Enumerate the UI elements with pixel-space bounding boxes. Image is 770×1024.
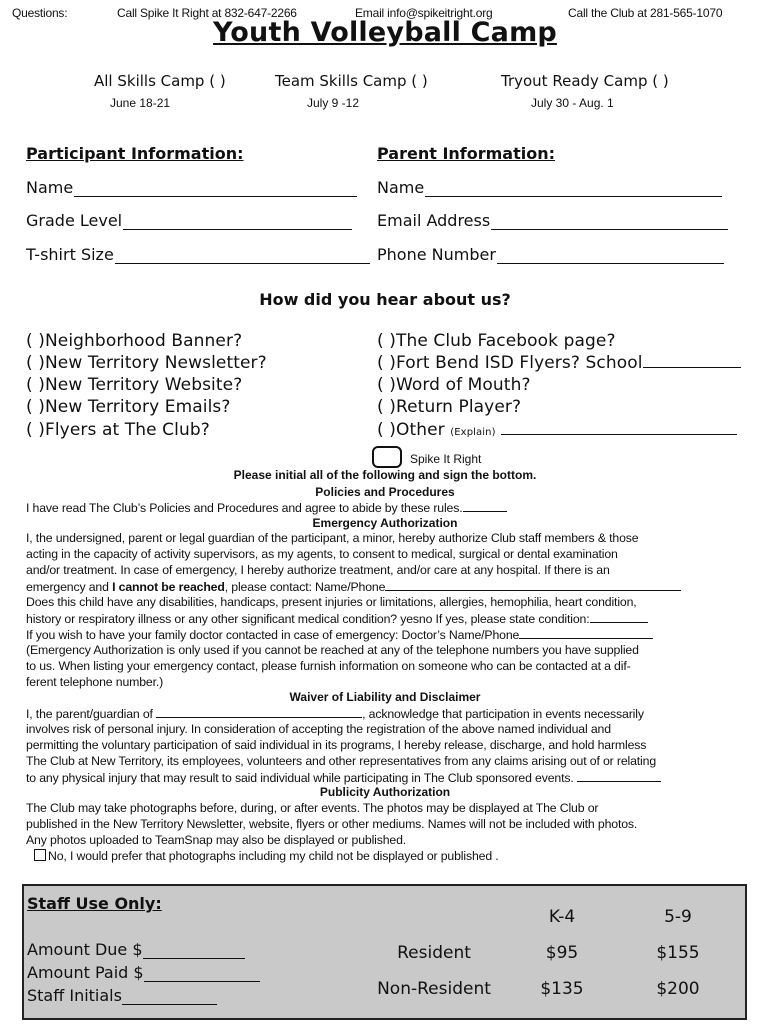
participant-name-field[interactable] — [26, 178, 357, 197]
publicity-line-3: Any photos uploaded to TeamSnap may also be displayed or published. — [26, 833, 407, 847]
email-contact: Email info@spikeitright.org — [355, 6, 493, 20]
resident-k4-price: $95 — [545, 943, 579, 963]
emergency-line-4-post: , please contact: Name/Phone — [224, 580, 386, 594]
non-resident-k4-price: $135 — [540, 979, 584, 999]
club-phone: Call the Club at 281-565-1070 — [568, 6, 723, 20]
tshirt-size-field[interactable] — [26, 245, 370, 264]
emergency-line-6 — [26, 611, 648, 628]
doctor-contact-line[interactable] — [519, 627, 653, 639]
other-explain-line[interactable] — [501, 420, 737, 435]
spike-phone: Call Spike It Right at 832-647-2266 — [117, 6, 297, 20]
phone-number-label: Phone Number — [377, 245, 496, 264]
publicity-line-2: published in the New Territory Newsletter, website, flyers or other mediums. Names will not be included with photos. — [26, 817, 638, 831]
non-resident-label: Non-Resident — [377, 979, 491, 999]
resident-5-9-price: $155 — [656, 943, 700, 963]
optout-label: No, I would prefer that photographs including my child not be displayed or published . — [48, 849, 499, 863]
grade-level-line[interactable] — [123, 215, 352, 230]
phone-number-field[interactable] — [377, 245, 724, 264]
publicity-heading: Publicity Authorization — [319, 785, 451, 799]
option-other[interactable] — [377, 420, 737, 440]
amount-paid-label: Amount Paid $ — [27, 963, 144, 982]
option-return-player[interactable]: ( )Return Player? — [377, 397, 522, 417]
emergency-cannot-reach: I cannot be reached — [112, 580, 225, 594]
condition-line[interactable] — [590, 611, 648, 623]
col-5-9: 5-9 — [664, 907, 692, 927]
policies-text — [26, 500, 507, 517]
tshirt-size-line[interactable] — [115, 249, 370, 264]
policies-initial-line[interactable] — [463, 500, 507, 512]
option-website[interactable]: ( )New Territory Website? — [26, 375, 243, 395]
option-newsletter[interactable]: ( )New Territory Newsletter? — [26, 353, 267, 373]
school-line[interactable] — [643, 353, 741, 368]
publicity-line-1: The Club may take photographs before, during, or after events. The photos may be displayed at The Club or — [26, 801, 599, 815]
waiver-line-2: involves risk of personal injury. In consideration of accepting the registration of the above named individual and — [26, 722, 611, 736]
email-address-label: Email Address — [377, 211, 491, 230]
waiver-line-1-post: , acknowledge that participation in events necessarily — [362, 707, 644, 721]
participant-name-label: Name — [26, 178, 74, 197]
email-address-field[interactable] — [377, 211, 728, 230]
option-emails[interactable]: ( )New Territory Emails? — [26, 397, 231, 417]
emergency-line-3: and/or treatment. In case of emergency, I hereby authorize treatment, and/or care at any hospital. If there is an — [26, 563, 610, 577]
phone-number-line[interactable] — [497, 249, 724, 264]
staff-initials-line[interactable] — [122, 990, 217, 1005]
doctor-contact-label: If you wish to have your family doctor contacted in case of emergency: Doctor’s Name/Phone — [26, 628, 520, 642]
staff-initials-field[interactable] — [27, 986, 217, 1005]
waiver-line-1-pre: I, the parent/guardian of — [26, 707, 157, 721]
initial-instructions: Please initial all of the following and sign the bottom. — [233, 468, 537, 482]
parent-heading: Parent Information: — [377, 144, 556, 163]
emergency-note-2: to us. When listing your emergency contact, please furnish information on someone who can be contacted at a dif- — [26, 659, 631, 673]
amount-due-label: Amount Due $ — [27, 940, 143, 959]
amount-due-line[interactable] — [143, 944, 245, 959]
waiver-line-1 — [26, 706, 644, 723]
policies-heading: Policies and Procedures — [315, 485, 455, 499]
waiver-heading: Waiver of Liability and Disclaimer — [289, 690, 481, 704]
grade-level-label: Grade Level — [26, 211, 123, 230]
explain-label: (Explain) — [450, 427, 496, 438]
policies-statement: I have read The Club’s Policies and Procedures and agree to abide by these rules. — [26, 501, 463, 515]
publicity-optout[interactable] — [34, 849, 499, 865]
participant-heading: Participant Information: — [26, 144, 244, 163]
email-address-line[interactable] — [491, 215, 728, 230]
optout-checkbox[interactable] — [34, 849, 46, 861]
grade-level-field[interactable] — [26, 211, 352, 230]
emergency-contact-line[interactable] — [385, 579, 681, 591]
emergency-note-3: ferent telephone number.) — [26, 675, 164, 689]
camp-all-skills[interactable]: All Skills Camp ( ) — [94, 72, 226, 90]
camp-date-team-skills: July 9 -12 — [307, 96, 360, 110]
emergency-line-4 — [26, 579, 681, 596]
option-other-label: ( )Other — [377, 420, 445, 440]
amount-paid-field[interactable] — [27, 963, 260, 982]
emergency-line-2: acting in the capacity of activity supervisors, as my agents, to consent to medical, surgical or dental examination — [26, 547, 618, 561]
emergency-line-1: I, the undersigned, parent or legal guardian of the participant, a minor, hereby authorize Club staff members & those — [26, 531, 639, 545]
option-fbisd-flyers[interactable] — [377, 353, 741, 373]
amount-due-field[interactable] — [27, 940, 245, 959]
option-word-of-mouth[interactable]: ( )Word of Mouth? — [377, 375, 531, 395]
parent-name-line[interactable] — [425, 182, 722, 197]
waiver-initial-line[interactable] — [577, 770, 661, 782]
waiver-last-line: to any physical injury that may result to said individual while participating in The Club sponsored events. — [26, 771, 574, 785]
tshirt-size-label: T-shirt Size — [26, 245, 114, 264]
camp-team-skills[interactable]: Team Skills Camp ( ) — [275, 72, 428, 90]
non-resident-5-9-price: $200 — [656, 979, 700, 999]
emergency-line-4-pre: emergency and — [26, 580, 113, 594]
amount-paid-line[interactable] — [144, 967, 260, 982]
camp-tryout-ready[interactable]: Tryout Ready Camp ( ) — [501, 72, 669, 90]
questions-label: Questions: — [12, 6, 68, 20]
col-k4: K-4 — [548, 907, 576, 927]
parent-name-label: Name — [377, 178, 425, 197]
camp-date-tryout-ready: July 30 - Aug. 1 — [531, 96, 614, 110]
participant-name-line[interactable] — [74, 182, 357, 197]
waiver-line-4: The Club at New Territory, its employees, volunteers and other representatives from any claims arising out of or relating — [26, 754, 657, 768]
emergency-line-5: Does this child have any disabilities, handicaps, present injuries or limitations, allergies, hemophilia, heart condition, — [26, 595, 637, 609]
medical-condition-question: history or respiratory illness or any other significant medical condition? yesno If yes, please state condition: — [26, 612, 590, 626]
emergency-note-1: (Emergency Authorization is only used if you cannot be reached at any of the telephone numbers you have supplied — [26, 643, 639, 657]
staff-use-box — [22, 884, 747, 1020]
option-neighborhood-banner[interactable]: ( )Neighborhood Banner? — [26, 331, 243, 351]
hear-about-question: How did you hear about us? — [259, 290, 511, 309]
participant-name-waiver-line[interactable] — [156, 706, 362, 718]
staff-heading: Staff Use Only: — [27, 894, 162, 913]
parent-name-field[interactable] — [377, 178, 722, 197]
resident-label: Resident — [397, 943, 471, 963]
option-fbisd-flyers-label: ( )Fort Bend ISD Flyers? School — [377, 353, 643, 373]
waiver-line-3: permitting the voluntary participation of said individual in its programs, I hereby release, discharge, and hold harmless — [26, 738, 647, 752]
camp-date-all-skills: June 18-21 — [110, 96, 171, 110]
emergency-line-7 — [26, 627, 653, 644]
option-flyers[interactable]: ( )Flyers at The Club? — [26, 420, 210, 440]
page-title: Youth Volleyball Camp — [213, 17, 557, 48]
spike-it-right-checkbox[interactable] — [372, 446, 402, 468]
option-facebook[interactable]: ( )The Club Facebook page? — [377, 331, 616, 351]
spike-it-right-label: Spike It Right — [410, 452, 482, 466]
staff-initials-label: Staff Initials — [27, 986, 122, 1005]
emergency-heading: Emergency Authorization — [312, 516, 458, 530]
